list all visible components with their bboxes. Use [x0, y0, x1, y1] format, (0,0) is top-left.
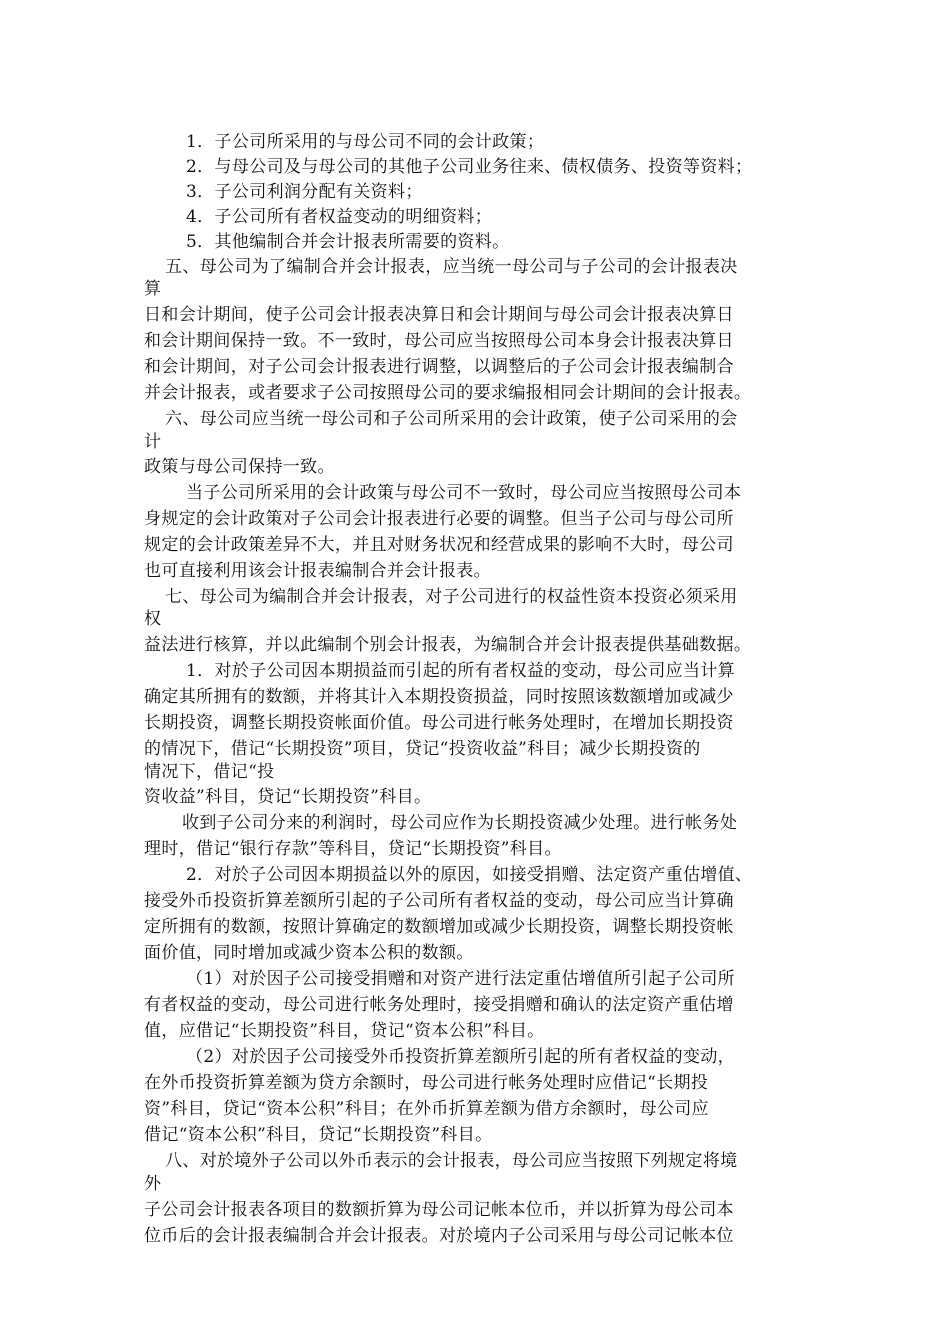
text-line: （2）对於因子公司接受外币投资折算差额所引起的所有者权益的变动， [186, 1047, 736, 1067]
text-line: 确定其所拥有的数额，并将其计入本期投资损益，同时按照该数额增加或减少 [144, 687, 734, 707]
text-line: 权 [144, 609, 162, 629]
text-line: 当子公司所采用的会计政策与母公司不一致时，母公司应当按照母公司本 [186, 483, 742, 503]
text-line: 位币后的会计报表编制合并会计报表。对於境内子公司采用与母公司记帐本位 [144, 1226, 734, 1246]
text-line: 借记“资本公积”科目，贷记“长期投资”科目。 [144, 1125, 493, 1145]
text-line: 资收益”科目，贷记“长期投资”科目。 [144, 787, 432, 807]
text-line: 资”科目，贷记“资本公积”科目；在外币折算差额为借方余额时，母公司应 [144, 1099, 709, 1119]
text-line: 收到子公司分来的利润时，母公司应作为长期投资减少处理。进行帐务处 [182, 813, 738, 833]
text-line: 接受外币投资折算差额所引起的子公司所有者权益的变动，母公司应当计算确 [144, 891, 734, 911]
text-line: 长期投资，调整长期投资帐面价值。母公司进行帐务处理时，在增加长期投资 [144, 713, 734, 733]
text-line: 规定的会计政策差异不大，并且对财务状况和经营成果的影响不大时，母公司 [144, 535, 734, 555]
text-line: 六、母公司应当统一母公司和子公司所采用的会计政策，使子公司采用的会 [165, 409, 738, 429]
text-line: 身规定的会计政策对子公司会计报表进行必要的调整。但当子公司与母公司所 [144, 509, 734, 529]
text-line: 1．子公司所采用的与母公司不同的会计政策； [186, 132, 545, 152]
text-line: 的情况下，借记“长期投资”项目，贷记“投资收益”科目；减少长期投资的 [144, 739, 701, 759]
text-line: 五、母公司为了编制合并会计报表，应当统一母公司与子公司的会计报表决 [165, 257, 738, 277]
text-line: 和会计期间保持一致。不一致时，母公司应当按照母公司本身会计报表决算日 [144, 331, 734, 351]
text-line: 值，应借记“长期投资”科目，贷记“资本公积”科目。 [144, 1021, 545, 1041]
text-line: 也可直接利用该会计报表编制合并会计报表。 [144, 561, 491, 581]
text-line: 算 [144, 279, 162, 299]
text-line: 八、对於境外子公司以外币表示的会计报表，母公司应当按照下列规定将境 [165, 1151, 738, 1171]
text-line: 定所拥有的数额，按照计算确定的数额增加或减少长期投资，调整长期投资帐 [144, 917, 734, 937]
text-line: 政策与母公司保持一致。 [144, 457, 335, 477]
text-line: 七、母公司为编制合并会计报表，对子公司进行的权益性资本投资必须采用 [165, 587, 738, 607]
text-line: 子公司会计报表各项目的数额折算为母公司记帐本位币，并以折算为母公司本 [144, 1200, 734, 1220]
text-line: （1）对於因子公司接受捐赠和对资产进行法定重估增值所引起子公司所 [186, 969, 736, 989]
text-line: 在外币投资折算差额为贷方余额时，母公司进行帐务处理时应借记“长期投 [144, 1073, 709, 1093]
text-line: 3．子公司利润分配有关资料； [186, 182, 423, 202]
text-line: 2．与母公司及与母公司的其他子公司业务往来、债权债务、投资等资料； [186, 157, 753, 177]
text-line: 情况下，借记“投 [144, 762, 275, 782]
text-line: 益法进行核算，并以此编制个别会计报表，为编制合并会计报表提供基础数据。 [144, 635, 752, 655]
text-line: 4．子公司所有者权益变动的明细资料； [186, 207, 493, 227]
text-line: 和会计期间，对子公司会计报表进行调整，以调整后的子公司会计报表编制合 [144, 357, 734, 377]
text-line: 面价值，同时增加或减少资本公积的数额。 [144, 943, 474, 963]
text-line: 2．对於子公司因本期损益以外的原因，如接受捐赠、法定资产重估增值、 [186, 865, 753, 885]
text-line: 并会计报表，或者要求子公司按照母公司的要求编报相同会计期间的会计报表。 [144, 383, 752, 403]
text-line: 5．其他编制合并会计报表所需要的资料。 [186, 232, 510, 252]
text-line: 有者权益的变动，母公司进行帐务处理时，接受捐赠和确认的法定资产重估增 [144, 995, 734, 1015]
text-line: 外 [144, 1174, 162, 1194]
text-line: 日和会计期间，使子公司会计报表决算日和会计期间与母公司会计报表决算日 [144, 305, 734, 325]
text-line: 理时，借记“银行存款”等科目，贷记“长期投资”科目。 [144, 839, 562, 859]
text-line: 计 [144, 432, 162, 452]
text-line: 1．对於子公司因本期损益而引起的所有者权益的变动，母公司应当计算 [186, 661, 736, 681]
